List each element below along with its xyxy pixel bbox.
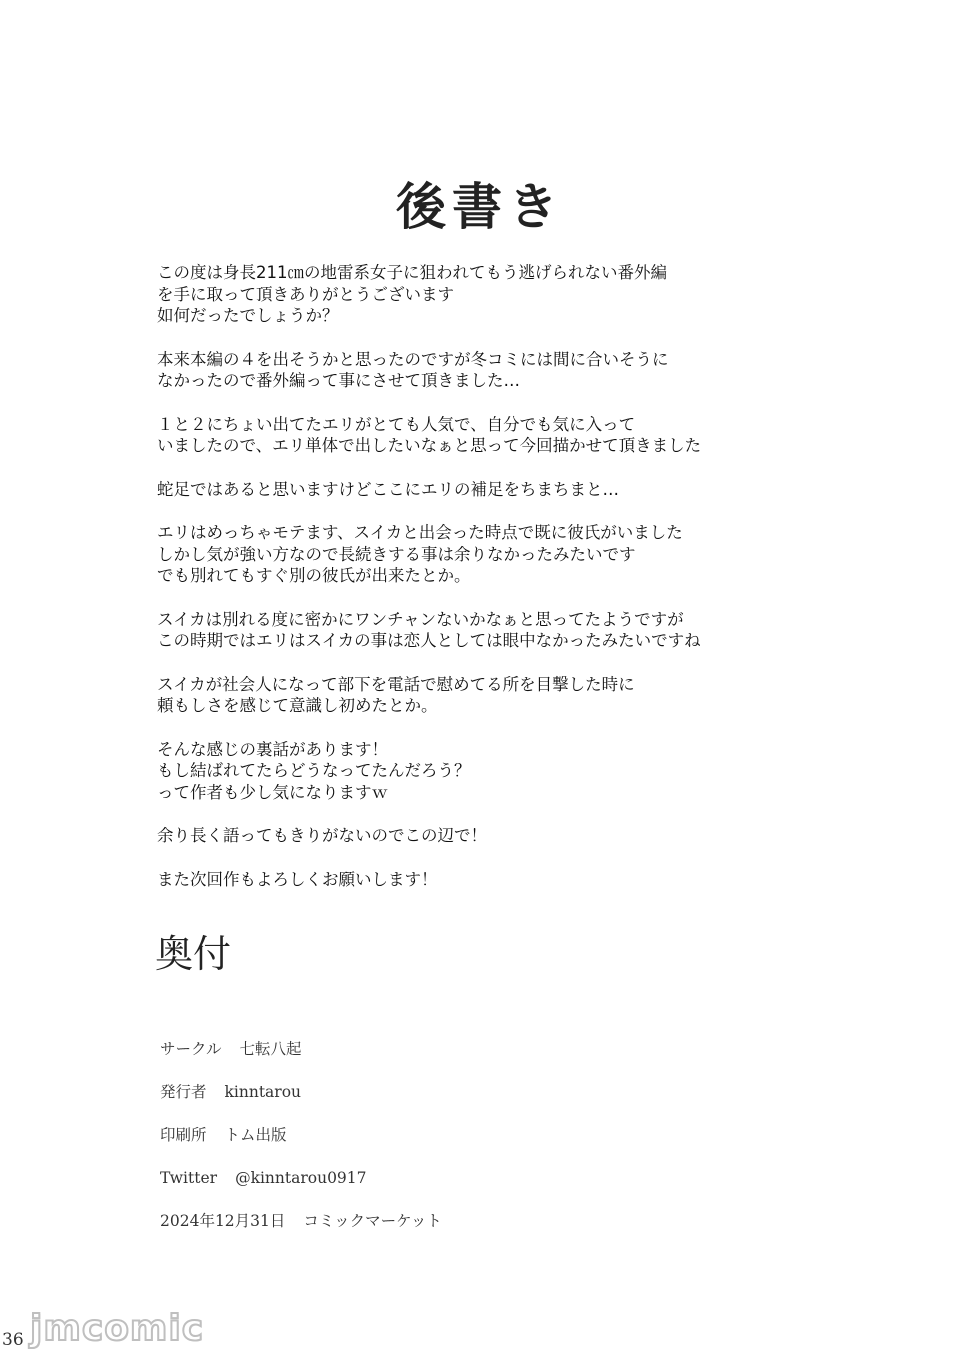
colophon-value: コミックマーケット [303, 1212, 442, 1230]
afterword-line: って作者も少し気になりますｗ [157, 782, 388, 802]
colophon-value: トム出版 [224, 1126, 287, 1144]
afterword-body [157, 262, 877, 912]
colophon-value: @kinntarou0917 [235, 1169, 367, 1187]
afterword-line: 余り長く語ってもきりがないのでこの辺で！ [157, 826, 487, 845]
colophon-value: 七転八起 [239, 1040, 302, 1058]
afterword-line: 本来本編の４を出そうかと思ったのですが冬コミには間に合いそうに [157, 349, 669, 369]
afterword-line: スイカは別れる度に密かにワンチャンないかなぁと思ってたようですが [157, 609, 684, 629]
afterword-line: を手に取って頂きありがとうございます [157, 284, 454, 304]
afterword-line: この度は身長211㎝の地雷系女子に狙われてもう逃げられない番外編 [157, 263, 667, 282]
afterword-paragraph [157, 414, 877, 457]
afterword-line: 頼もしさを感じて意識し初めたとか。 [157, 696, 438, 715]
colophon-row [160, 1167, 442, 1210]
afterword-line: スイカが社会人になって部下を電話で慰めてる所を目撃した時に [157, 674, 635, 694]
afterword-paragraph [157, 869, 877, 891]
page-title: 後書き [396, 176, 564, 236]
watermark-logo: jmcomic [30, 1308, 205, 1349]
afterword-paragraph [157, 262, 877, 327]
afterword-line: でも別れてもすぐ別の彼氏が出来たとか。 [157, 566, 471, 585]
colophon-row [160, 1124, 442, 1167]
afterword-paragraph [157, 522, 877, 587]
colophon-row [160, 1081, 442, 1124]
afterword-paragraph [157, 674, 877, 717]
colophon-value: kinntarou [224, 1083, 302, 1101]
colophon-label: 印刷所 [160, 1126, 207, 1144]
afterword-line: しかし気が強い方なので長続きする事は余りなかったみたいです [157, 544, 636, 564]
afterword-paragraph [157, 609, 877, 652]
colophon-label: サークル [160, 1040, 222, 1058]
afterword-paragraph [157, 739, 877, 804]
afterword-line: そんな感じの裏話があります！ [157, 739, 388, 759]
afterword-line: また次回作もよろしくお願いします！ [157, 869, 438, 889]
afterword-line: 如何だったでしょうか？ [157, 306, 339, 325]
colophon-label: Twitter [160, 1169, 218, 1187]
colophon-label: 発行者 [160, 1083, 207, 1101]
colophon-list [160, 1038, 442, 1253]
page-number: 36 [2, 1330, 24, 1350]
afterword-line: この時期ではエリはスイカの事は恋人としては眼中なかったみたいですね [157, 631, 701, 650]
colophon-row [160, 1210, 442, 1253]
afterword-paragraph [157, 825, 877, 847]
afterword-paragraph [157, 479, 877, 501]
colophon-label: 2024年12月31日 [160, 1212, 286, 1230]
colophon-title: 奥付 [155, 932, 232, 976]
colophon-row [160, 1038, 442, 1081]
afterword-line: 蛇足ではあると思いますけどここにエリの補足をちまちまと… [157, 479, 619, 499]
afterword-paragraph [157, 349, 877, 392]
afterword-line: もし結ばれてたらどうなってたんだろう？ [157, 761, 471, 780]
afterword-line: エリはめっちゃモテます、スイカと出会った時点で既に彼氏がいました [157, 523, 683, 542]
afterword-line: １と２にちょい出てたエリがとても人気で、自分でも気に入って [157, 414, 636, 434]
afterword-line: いましたので、エリ単体で出したいなぁと思って今回描かせて頂きました [157, 436, 702, 455]
afterword-line: なかったので番外編って事にさせて頂きました… [157, 371, 520, 390]
